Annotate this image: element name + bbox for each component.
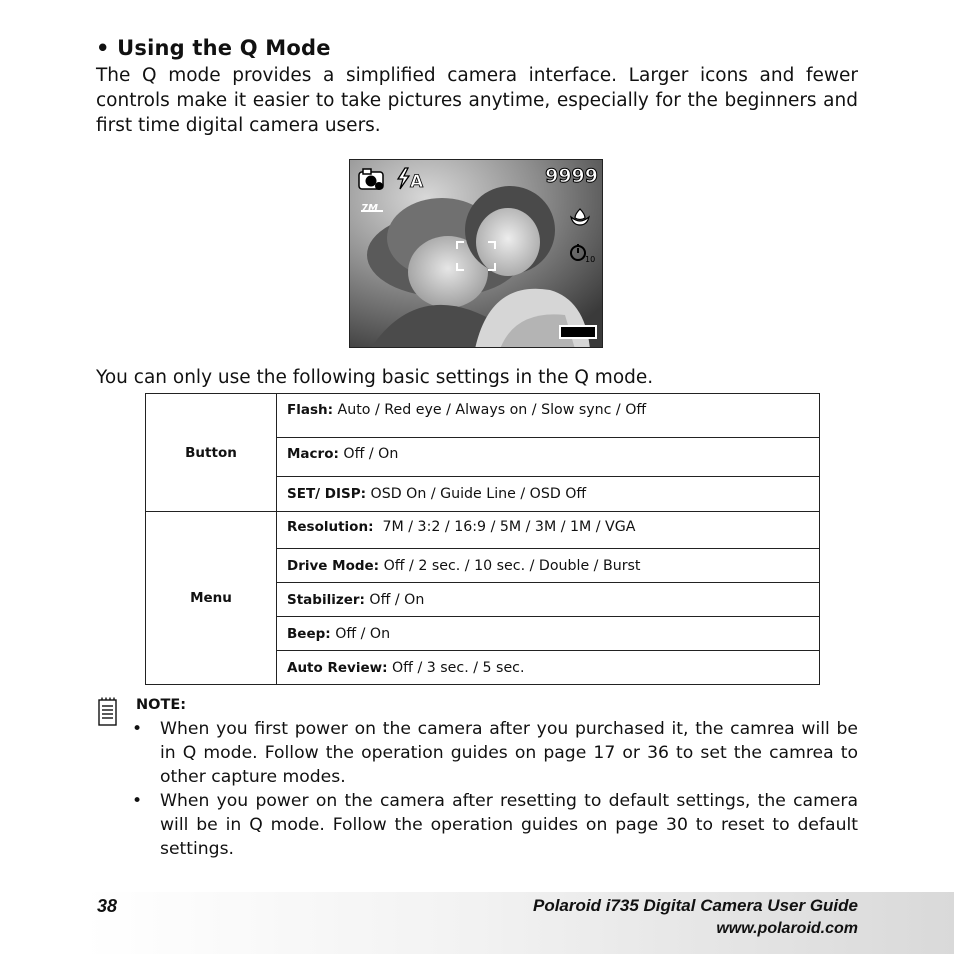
resolution-badge: 7M bbox=[361, 203, 378, 214]
setting-options: Auto / Red eye / Always on / Slow sync / Off bbox=[337, 402, 647, 418]
setting-label: Auto Review: bbox=[287, 659, 388, 676]
group-button: Button bbox=[146, 394, 277, 512]
table-row bbox=[146, 394, 820, 438]
setting-macro bbox=[277, 438, 820, 477]
section-heading: • Using the Q Mode bbox=[96, 36, 331, 60]
group-menu: Menu bbox=[146, 512, 277, 685]
flash-auto-icon bbox=[396, 167, 428, 191]
guide-title: Polaroid i735 Digital Camera User Guide bbox=[532, 896, 858, 915]
list-item bbox=[132, 789, 858, 861]
battery-icon bbox=[559, 325, 597, 339]
setting-label: Resolution: bbox=[287, 519, 374, 535]
q-mode-icon bbox=[358, 167, 386, 191]
setting-label: Macro: bbox=[287, 446, 339, 462]
bullet: • bbox=[132, 719, 143, 739]
setting-stabilizer bbox=[277, 583, 820, 617]
intro-paragraph: The Q mode provides a simplified camera interface. Larger icons and fewer controls make it easier to take pictures anytime, especially for the beginners and first time digital camera users. bbox=[96, 65, 858, 136]
camera-lcd-preview bbox=[349, 159, 603, 348]
setting-label: SET/ DISP: bbox=[287, 486, 367, 502]
self-timer-seconds: 10 bbox=[585, 255, 596, 264]
bullet: • bbox=[132, 791, 143, 811]
focus-frame bbox=[455, 240, 497, 272]
setting-options: 7M / 3:2 / 16:9 / 5M / 3M / 1M / VGA bbox=[377, 519, 636, 535]
setting-label: Stabilizer: bbox=[287, 591, 365, 608]
note-title: NOTE: bbox=[136, 697, 187, 713]
setting-drive-mode bbox=[277, 549, 820, 583]
notepad-icon bbox=[97, 697, 119, 727]
setting-auto-review bbox=[277, 651, 820, 685]
shots-remaining: 9999 bbox=[545, 165, 598, 187]
setting-options: Off / On bbox=[343, 446, 399, 462]
setting-options: Off / On bbox=[369, 591, 425, 608]
setting-label: Drive Mode: bbox=[287, 557, 380, 574]
list-item bbox=[132, 717, 858, 789]
setting-label: Beep: bbox=[287, 625, 331, 642]
setting-set-disp bbox=[277, 477, 820, 512]
setting-resolution bbox=[277, 512, 820, 549]
table-row bbox=[146, 512, 820, 549]
page-number: 38 bbox=[97, 896, 118, 916]
setting-options: Off / 2 sec. / 10 sec. / Double / Burst bbox=[383, 557, 641, 574]
settings-intro: You can only use the following basic settings in the Q mode. bbox=[96, 367, 654, 388]
note-text: When you power on the camera after resetting to default settings, the camera will be in Q mode. Follow the operation guides on page 30 to reset to default settings. bbox=[160, 791, 858, 859]
guide-url: www.polaroid.com bbox=[716, 920, 858, 937]
macro-icon bbox=[568, 206, 592, 228]
setting-options: Off / 3 sec. / 5 sec. bbox=[392, 659, 525, 676]
svg-text:A: A bbox=[410, 172, 424, 191]
q-mode-settings-table bbox=[145, 393, 820, 685]
setting-flash bbox=[277, 394, 820, 438]
resolution-icon bbox=[361, 196, 383, 212]
note-list bbox=[132, 717, 858, 861]
setting-options: Off / On bbox=[335, 625, 391, 642]
setting-options: OSD On / Guide Line / OSD Off bbox=[370, 486, 587, 502]
setting-beep bbox=[277, 617, 820, 651]
note-text: When you first power on the camera after you purchased it, the camrea will be in Q mode. Follow the operation guides on page 17 or 36 to set the camrea to other capture modes. bbox=[160, 719, 858, 787]
setting-label: Flash: bbox=[287, 402, 334, 418]
